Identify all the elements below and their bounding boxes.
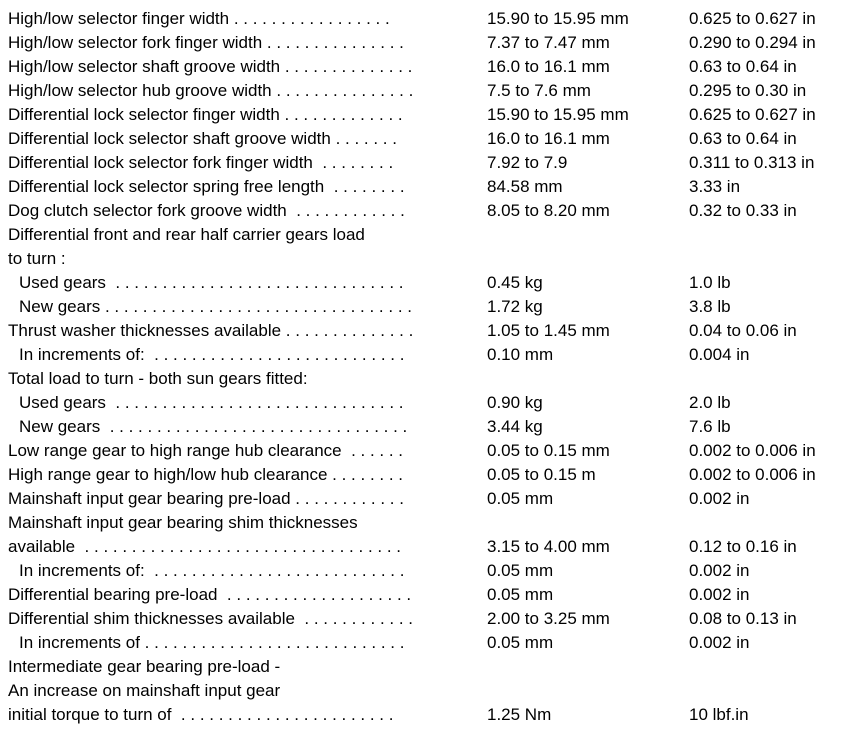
spec-imperial-value: 3.8 lb xyxy=(689,297,731,316)
spec-label-text: In increments of: xyxy=(19,561,145,580)
leader-dots: . . . . . . . . . . . . . . . . . . . . . . . . . . . . . . . xyxy=(105,393,404,412)
spec-metric-value: 7.5 to 7.6 mm xyxy=(487,81,591,100)
spec-label xyxy=(8,175,478,199)
spec-imperial-value: 0.002 to 0.006 in xyxy=(689,441,816,460)
spec-metric-value: 3.44 kg xyxy=(487,417,543,436)
spec-imperial-value: 0.32 to 0.33 in xyxy=(689,201,797,220)
leader-dots: . . . . . . . . xyxy=(327,465,404,484)
spec-label xyxy=(8,367,478,391)
spec-metric-value: 0.05 to 0.15 m xyxy=(487,465,596,484)
spec-imperial-value: 0.004 in xyxy=(689,345,750,364)
spec-label xyxy=(8,487,478,511)
spec-metric-value: 0.05 mm xyxy=(487,489,554,508)
spec-imperial-value: 0.625 to 0.627 in xyxy=(689,105,816,124)
leader-dots: . . . . . . . . . . . . . . . . . . . . . . . xyxy=(171,705,394,724)
spec-imperial-value: 0.12 to 0.16 in xyxy=(689,537,797,556)
spec-row xyxy=(0,55,864,79)
spec-label-text: to turn : xyxy=(8,249,66,268)
spec-row xyxy=(0,415,864,439)
spec-label-text: An increase on mainshaft input gear xyxy=(8,681,281,700)
leader-dots: . . . . . . . . . . . . . . . . . . . . . . . . . . . . xyxy=(139,633,405,652)
spec-imperial-value: 0.04 to 0.06 in xyxy=(689,321,797,340)
spec-imperial-value: 0.08 to 0.13 in xyxy=(689,609,797,628)
spec-imperial-value: 1.0 lb xyxy=(689,273,731,292)
spec-metric-value: 15.90 to 15.95 mm xyxy=(487,9,629,28)
leader-dots: . . . . . . . . . . . . . . . . . . . . xyxy=(217,585,412,604)
spec-metric-value: 0.05 to 0.15 mm xyxy=(487,441,610,460)
spec-row xyxy=(0,559,864,583)
leader-dots: . . . . . . . . . . . . . . xyxy=(280,57,413,76)
leader-dots: . . . . . . . . . . . . . . . . . . . . . . . . . . . xyxy=(144,345,405,364)
spec-label-text: High/low selector finger width xyxy=(8,9,230,28)
spec-imperial-value: 0.311 to 0.313 in xyxy=(689,153,815,172)
spec-label xyxy=(8,55,478,79)
spec-metric-value: 0.05 mm xyxy=(487,633,554,652)
leader-dots: . . . . . . . . . . . . . . . . . . . . . . . . . . . . . . . . xyxy=(100,417,408,436)
spec-row xyxy=(0,79,864,103)
spec-label xyxy=(8,655,478,679)
spec-imperial-value: 0.625 to 0.627 in xyxy=(689,9,816,28)
leader-dots: . . . . . . . xyxy=(330,129,397,148)
spec-label-text: Low range gear to high range hub clearance xyxy=(8,441,342,460)
spec-row xyxy=(0,607,864,631)
spec-label xyxy=(8,679,478,703)
spec-label xyxy=(8,583,478,607)
spec-row xyxy=(0,103,864,127)
spec-label xyxy=(19,271,478,295)
leader-dots: . . . . . . . . . . . . . . . xyxy=(262,33,404,52)
spec-label xyxy=(19,295,478,319)
spec-label-text: Used gears xyxy=(19,393,106,412)
spec-label-text: Intermediate gear bearing pre-load - xyxy=(8,657,281,676)
spec-label-text: Mainshaft input gear bearing pre-load xyxy=(8,489,291,508)
spec-metric-value: 7.37 to 7.47 mm xyxy=(487,33,610,52)
leader-dots: . . . . . . xyxy=(341,441,404,460)
spec-imperial-value: 3.33 in xyxy=(689,177,741,196)
spec-metric-value: 2.00 to 3.25 mm xyxy=(487,609,610,628)
spec-label-text: initial torque to turn of xyxy=(8,705,172,724)
spec-label xyxy=(8,607,478,631)
spec-label xyxy=(19,391,478,415)
leader-dots: . . . . . . . . . . . . . . . . . . . . . . . . . . . . . . . . . xyxy=(100,297,412,316)
spec-row xyxy=(0,583,864,607)
spec-imperial-value: 0.295 to 0.30 in xyxy=(689,81,807,100)
leader-dots: . . . . . . . . . . . . xyxy=(286,201,405,220)
spec-label-text: High/low selector fork finger width xyxy=(8,33,263,52)
spec-label xyxy=(19,343,478,367)
spec-label-text: High/low selector hub groove width xyxy=(8,81,272,100)
spec-row xyxy=(0,535,864,559)
spec-label-text: Differential lock selector finger width xyxy=(8,105,280,124)
spec-metric-value: 1.05 to 1.45 mm xyxy=(487,321,610,340)
spec-row xyxy=(0,247,864,271)
spec-label-text: High range gear to high/low hub clearance xyxy=(8,465,328,484)
spec-label xyxy=(8,151,478,175)
spec-label xyxy=(8,463,478,487)
spec-row xyxy=(0,631,864,655)
spec-label-text: Differential front and rear half carrier gears load xyxy=(8,225,365,244)
leader-dots: . . . . . . . . xyxy=(312,153,394,172)
spec-row xyxy=(0,151,864,175)
spec-label xyxy=(8,31,478,55)
spec-label xyxy=(8,319,478,343)
spec-label-text: Differential shim thicknesses available xyxy=(8,609,295,628)
spec-label xyxy=(8,7,478,31)
spec-metric-value: 84.58 mm xyxy=(487,177,563,196)
spec-metric-value: 0.10 mm xyxy=(487,345,554,364)
spec-label xyxy=(8,223,478,247)
spec-imperial-value: 2.0 lb xyxy=(689,393,731,412)
leader-dots: . . . . . . . . . . . . . xyxy=(279,105,403,124)
spec-label-text: High/low selector shaft groove width xyxy=(8,57,281,76)
leader-dots: . . . . . . . . . . . . . . . . . xyxy=(229,9,390,28)
spec-metric-value: 0.05 mm xyxy=(487,561,554,580)
spec-imperial-value: 7.6 lb xyxy=(689,417,731,436)
spec-label-text: New gears xyxy=(19,417,101,436)
spec-label xyxy=(8,199,478,223)
spec-row xyxy=(0,199,864,223)
leader-dots: . . . . . . . . . . . . xyxy=(290,489,404,508)
spec-metric-value: 1.72 kg xyxy=(487,297,543,316)
leader-dots: . . . . . . . . . . . . . . . xyxy=(271,81,414,100)
spec-row xyxy=(0,391,864,415)
spec-label xyxy=(8,511,478,535)
spec-row xyxy=(0,271,864,295)
specification-table xyxy=(0,7,864,727)
spec-label xyxy=(8,439,478,463)
leader-dots: . . . . . . . . xyxy=(324,177,405,196)
spec-row xyxy=(0,439,864,463)
spec-label xyxy=(8,79,478,103)
spec-metric-value: 3.15 to 4.00 mm xyxy=(487,537,610,556)
spec-metric-value: 7.92 to 7.9 xyxy=(487,153,568,172)
spec-label xyxy=(19,559,478,583)
spec-label xyxy=(19,415,478,439)
spec-label xyxy=(8,247,478,271)
spec-label-text: New gears xyxy=(19,297,101,316)
spec-label-text: Differential lock selector spring free length xyxy=(8,177,325,196)
spec-row xyxy=(0,175,864,199)
spec-row xyxy=(0,31,864,55)
spec-label xyxy=(8,535,478,559)
spec-metric-value: 15.90 to 15.95 mm xyxy=(487,105,629,124)
spec-label-text: Thrust washer thicknesses available xyxy=(8,321,282,340)
spec-row xyxy=(0,679,864,703)
spec-row xyxy=(0,319,864,343)
spec-row xyxy=(0,343,864,367)
spec-label xyxy=(8,127,478,151)
spec-label-text: Differential lock selector fork finger width xyxy=(8,153,313,172)
spec-label-text: Used gears xyxy=(19,273,106,292)
spec-imperial-value: 0.002 in xyxy=(689,585,750,604)
spec-row xyxy=(0,463,864,487)
leader-dots: . . . . . . . . . . . . . . . . . . . . . . . . . . . . . . . xyxy=(105,273,404,292)
spec-metric-value: 16.0 to 16.1 mm xyxy=(487,57,610,76)
spec-label xyxy=(8,103,478,127)
spec-row xyxy=(0,295,864,319)
spec-row xyxy=(0,703,864,727)
spec-label-text: Differential bearing pre-load xyxy=(8,585,218,604)
spec-row xyxy=(0,487,864,511)
spec-label-text: Total load to turn - both sun gears fitted: xyxy=(8,369,308,388)
spec-metric-value: 0.45 kg xyxy=(487,273,543,292)
spec-label-text: Mainshaft input gear bearing shim thicknesses xyxy=(8,513,358,532)
spec-row xyxy=(0,367,864,391)
spec-metric-value: 8.05 to 8.20 mm xyxy=(487,201,610,220)
spec-imperial-value: 0.290 to 0.294 in xyxy=(689,33,816,52)
spec-label xyxy=(8,703,478,727)
spec-metric-value: 0.05 mm xyxy=(487,585,554,604)
spec-row xyxy=(0,655,864,679)
spec-imperial-value: 0.63 to 0.64 in xyxy=(689,57,797,76)
spec-row xyxy=(0,511,864,535)
spec-imperial-value: 0.002 to 0.006 in xyxy=(689,465,816,484)
spec-label xyxy=(19,631,478,655)
spec-metric-value: 1.25 Nm xyxy=(487,705,552,724)
spec-label-text: Differential lock selector shaft groove width xyxy=(8,129,331,148)
spec-row xyxy=(0,7,864,31)
spec-imperial-value: 10 lbf.in xyxy=(689,705,749,724)
spec-imperial-value: 0.002 in xyxy=(689,633,750,652)
spec-label-text: Dog clutch selector fork groove width xyxy=(8,201,287,220)
spec-label-text: In increments of xyxy=(19,633,140,652)
spec-imperial-value: 0.002 in xyxy=(689,561,750,580)
leader-dots: . . . . . . . . . . . . . . xyxy=(281,321,414,340)
leader-dots: . . . . . . . . . . . . . . . . . . . . . . . . . . . xyxy=(144,561,405,580)
leader-dots: . . . . . . . . . . . . . . . . . . . . . . . . . . . . . . . . . . xyxy=(75,537,402,556)
spec-imperial-value: 0.63 to 0.64 in xyxy=(689,129,797,148)
spec-metric-value: 16.0 to 16.1 mm xyxy=(487,129,610,148)
spec-row xyxy=(0,127,864,151)
spec-row xyxy=(0,223,864,247)
spec-label-text: available xyxy=(8,537,76,556)
leader-dots: . . . . . . . . . . . . xyxy=(294,609,414,628)
spec-label-text: In increments of: xyxy=(19,345,145,364)
spec-imperial-value: 0.002 in xyxy=(689,489,750,508)
spec-metric-value: 0.90 kg xyxy=(487,393,543,412)
